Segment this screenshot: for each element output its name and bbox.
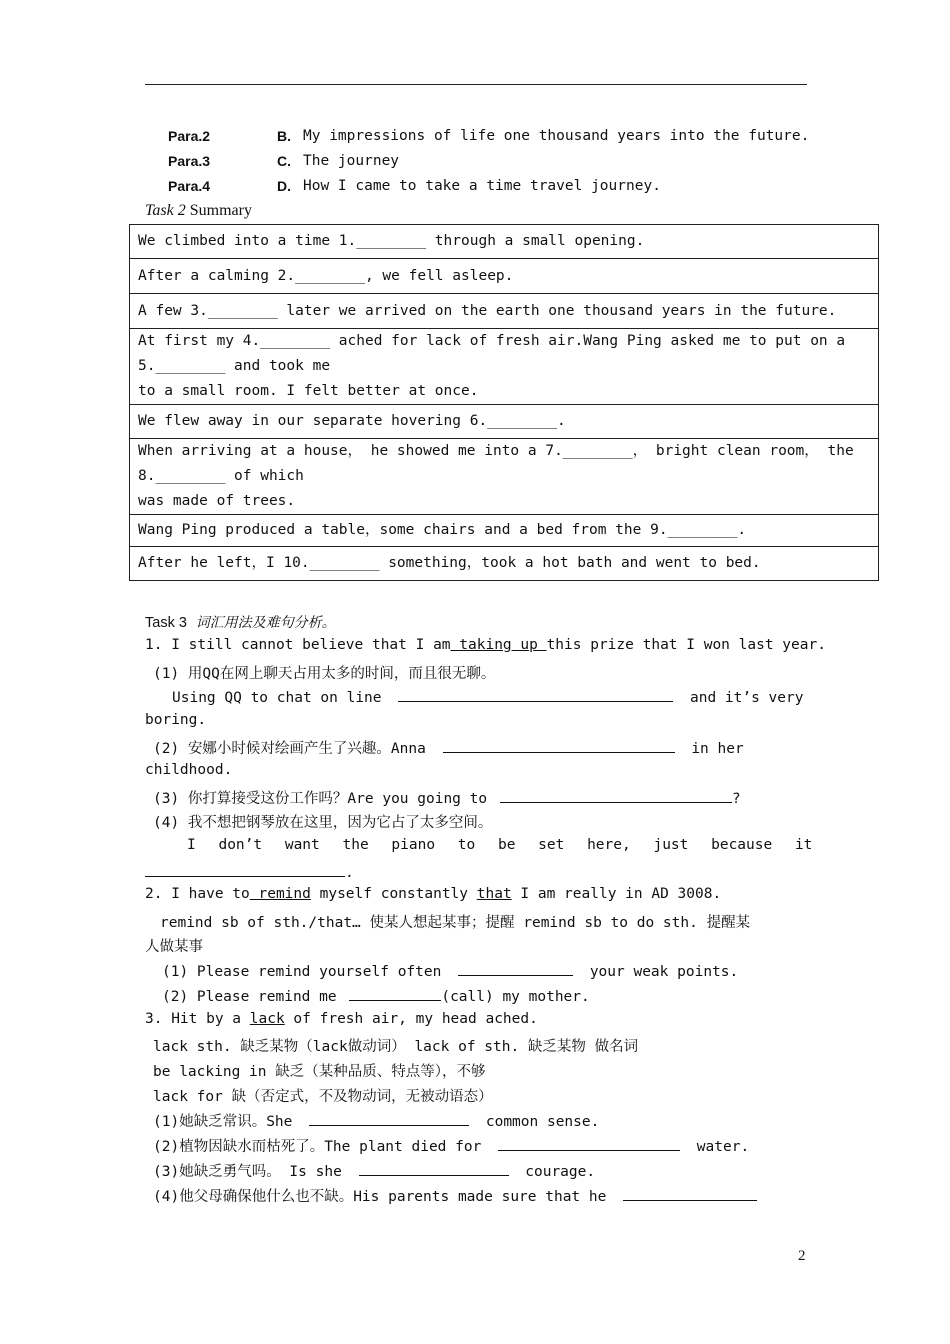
table-row <box>130 225 879 259</box>
sentence-text: 3. Hit by a <box>145 1011 250 1027</box>
option-text: My impressions of life one thousand years into the future. <box>303 128 810 144</box>
item1-q2-end: childhood. <box>145 762 233 778</box>
sentence-text: (4)他父母确保他什么也不缺。His parents made sure that he <box>153 1189 607 1205</box>
sentence-text: of fresh air, my head ached. <box>284 1011 538 1027</box>
underlined-phrase: that <box>476 886 512 902</box>
summary-table <box>129 224 879 581</box>
item2-sentence <box>145 886 721 902</box>
sentence-text: and it’s very <box>689 690 804 706</box>
task2-heading <box>145 202 252 220</box>
item1-q1-end: boring. <box>145 712 207 728</box>
underlined-phrase: lack <box>249 1011 285 1027</box>
sentence-text: . <box>345 865 354 881</box>
underlined-phrase: remind <box>249 886 311 902</box>
sentence-text: (2) 安娜小时候对绘画产生了兴趣。Anna <box>153 741 426 757</box>
item1-q4-cn: (4) 我不想把钢琴放在这里，因为它占了太多空间。 <box>153 815 493 831</box>
para-label: Para.3 <box>168 153 211 169</box>
item3-note: be lacking in 缺乏（某种品质、特点等），不够 <box>153 1064 486 1080</box>
summary-cell: After he left，I 10.________ something，took a hot bath and went to bed. <box>130 547 879 581</box>
item2-q1 <box>162 961 738 980</box>
option-text: The journey <box>303 153 400 169</box>
sentence-text: 1. I still cannot believe that I am <box>145 637 451 653</box>
summary-cell: We flew away in our separate hovering 6.________. <box>130 405 879 439</box>
item3-note: lack for 缺（否定式，不及物动词，无被动语态） <box>153 1089 493 1105</box>
task3-title: 词汇用法及难句分析。 <box>195 615 336 631</box>
page-number: 2 <box>798 1248 806 1264</box>
para-label: Para.2 <box>168 128 211 144</box>
task2-label: Task 2 <box>145 202 186 219</box>
sentence-text: courage. <box>525 1164 596 1180</box>
header-rule <box>145 84 807 85</box>
table-row <box>130 439 879 515</box>
item3-q3 <box>153 1160 595 1181</box>
sentence-text: this prize that I won last year. <box>546 637 826 653</box>
answer-blank[interactable] <box>309 1111 469 1126</box>
table-row <box>130 515 879 547</box>
table-row <box>130 405 879 439</box>
sentence-text: I am really in AD 3008. <box>511 886 722 902</box>
summary-line: to a small room. I felt better at once. <box>138 383 479 399</box>
item3-note: lack sth. 缺乏某物（lack做动词） lack of sth. 缺乏某物 做名词 <box>153 1039 639 1055</box>
option-letter: C. <box>277 153 291 169</box>
summary-cell <box>130 439 879 515</box>
item3-q2 <box>153 1135 749 1156</box>
item1-q4-blank <box>145 862 354 881</box>
table-row <box>130 294 879 329</box>
item2-usage-cont: 人做某事 <box>145 939 203 955</box>
answer-blank[interactable] <box>623 1186 757 1201</box>
item1-q2 <box>153 737 744 758</box>
summary-line: 8.________ of which <box>138 468 304 484</box>
item1-q1-cn: (1) 用QQ在网上聊天占用太多的时间，而且很无聊。 <box>153 666 496 682</box>
task3-label: Task 3 <box>145 615 187 631</box>
item1-q4-en: I don’t want the piano to be set here, just because it <box>187 837 813 853</box>
option-letter: D. <box>277 178 291 194</box>
sentence-text: water. <box>696 1139 750 1155</box>
option-text: How I came to take a time travel journey. <box>303 178 661 194</box>
summary-line: 5.________ and took me <box>138 358 331 374</box>
answer-blank[interactable] <box>398 687 673 702</box>
summary-cell <box>130 329 879 405</box>
summary-cell: Wang Ping produced a table，some chairs and a bed from the 9.________. <box>130 515 879 547</box>
sentence-text: (2)植物因缺水而枯死了。The plant died for <box>153 1139 482 1155</box>
summary-line: At first my 4.________ ached for lack of fresh air.Wang Ping asked me to put on a <box>138 333 846 349</box>
item1-q1-en <box>172 687 803 706</box>
table-row <box>130 259 879 294</box>
item2-q2 <box>162 986 590 1005</box>
sentence-text: myself constantly <box>310 886 477 902</box>
answer-blank[interactable] <box>359 1161 509 1176</box>
answer-blank[interactable] <box>500 788 732 803</box>
sentence-text: in her <box>691 741 744 757</box>
table-row <box>130 329 879 405</box>
sentence-text: (1) Please remind yourself often <box>162 964 442 980</box>
sentence-text: (1)她缺乏常识。She <box>153 1114 293 1130</box>
sentence-text: ? <box>731 791 741 807</box>
answer-blank[interactable] <box>443 738 675 753</box>
underlined-phrase: taking up <box>450 637 547 653</box>
table-row <box>130 547 879 581</box>
item3-sentence <box>145 1011 538 1027</box>
sentence-text: 2. I have to <box>145 886 250 902</box>
answer-blank[interactable] <box>145 862 345 877</box>
answer-blank[interactable] <box>498 1136 680 1151</box>
answer-blank[interactable] <box>349 986 441 1001</box>
task2-title: Summary <box>189 202 252 219</box>
sentence-text: your weak points. <box>589 964 739 980</box>
sentence-text: (2) Please remind me <box>162 989 337 1005</box>
item2-usage: remind sb of sth./that… 使某人想起某事；提醒 remind sb to do sth. 提醒某 <box>160 915 751 931</box>
task3-heading <box>145 612 336 632</box>
summary-line: When arriving at a house， he showed me into a 7.________， bright clean room， the <box>138 443 854 459</box>
item3-q4 <box>153 1185 757 1206</box>
item1-q3 <box>153 787 741 808</box>
answer-blank[interactable] <box>458 961 573 976</box>
summary-cell: After a calming 2.________, we fell asleep. <box>130 259 879 294</box>
item1-sentence <box>145 637 826 653</box>
summary-cell: A few 3.________ later we arrived on the earth one thousand years in the future. <box>130 294 879 329</box>
sentence-text: (call) my mother. <box>441 989 590 1005</box>
sentence-text: common sense. <box>485 1114 600 1130</box>
sentence-text: Using QQ to chat on line <box>172 690 382 706</box>
summary-line: was made of trees. <box>138 493 296 509</box>
option-letter: B. <box>277 128 291 144</box>
summary-cell: We climbed into a time 1.________ through a small opening. <box>130 225 879 259</box>
item3-q1 <box>153 1110 599 1131</box>
para-label: Para.4 <box>168 178 211 194</box>
sentence-text: (3)她缺乏勇气吗。 Is she <box>153 1164 342 1180</box>
sentence-text: (3) 你打算接受这份工作吗？Are you going to <box>153 791 488 807</box>
